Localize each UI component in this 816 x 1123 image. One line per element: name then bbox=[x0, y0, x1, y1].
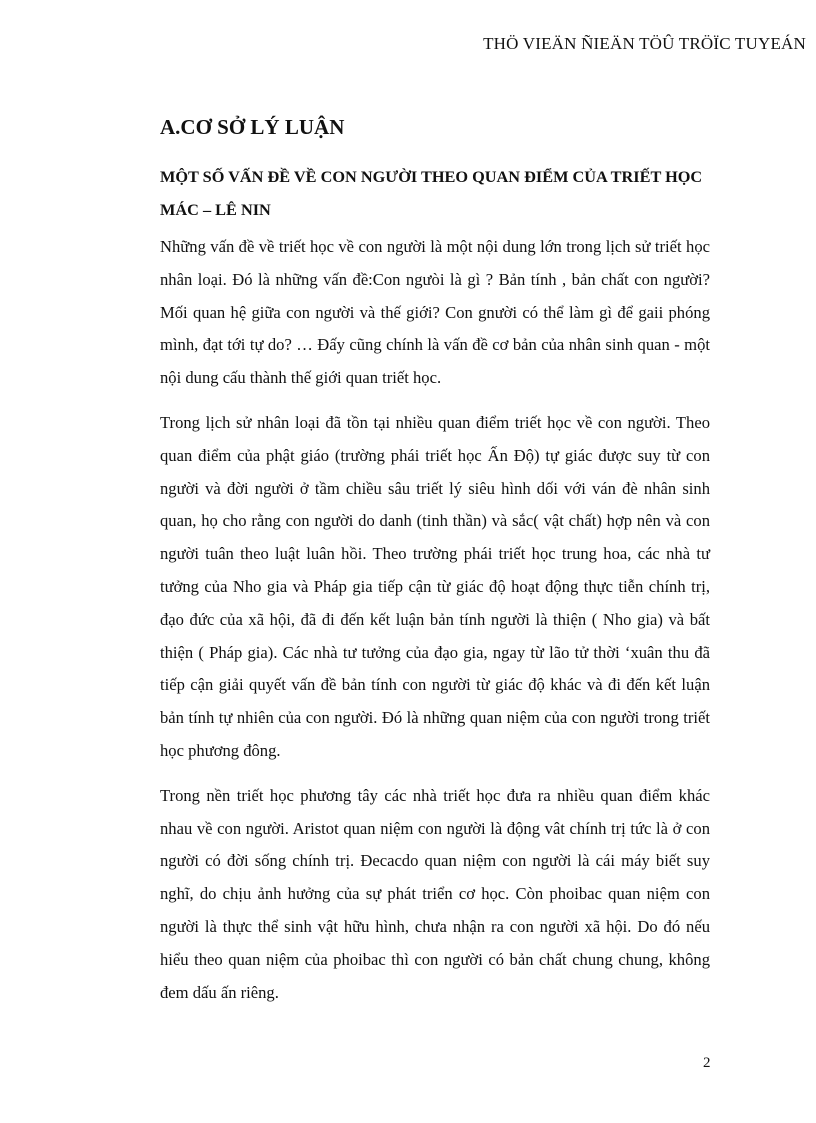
section-title: A.CƠ SỞ LÝ LUẬN bbox=[160, 115, 345, 139]
paragraph-2: Trong lịch sử nhân loại đã tồn tại nhiều quan điểm triết học về con người. Theo quan điểm của phật giáo (trường phái triết học Ấn Độ) tự giác được suy từ con người và đời người ở tầm chiều sâu triết lý siêu hình dối với ván đè nhân sinh quan, họ cho rằng con người do danh (tinh thần) và sắc( vật chất) hợp nên và con người tuân theo luật luân hồi. Theo trường phái triết học trung hoa, các nhà tư tưởng của Nho gia và Pháp gia tiếp cận từ giác độ hoạt động thực tiễn chính trị, đạo đức của xã hội, đã đi đến kết luận bản tính người là thiện ( Nho gia) và bất thiện ( Pháp gia). Các nhà tư tưởng của đạo gia, ngay từ lão tử thời ‘xuân thu đã tiếp cận giải quyết vấn đề bản tính con người từ giác độ khác và đi đến kết luận bản tính tự nhiên của con người. Đó là những quan niệm của con người trong triết học phương đông. bbox=[160, 412, 710, 760]
document-body bbox=[160, 112, 710, 1021]
paragraph-3: Trong nền triết học phương tây các nhà triết học đưa ra nhiều quan điểm khác nhau về con người. Aristot quan niệm con người là động vât chính trị tức là ở con người có đời sống chính trị. Đecacdo quan niệm con người là cái máy biết suy nghĩ, do chịu ảnh hưởng của sự phát triển cơ học. Còn phoibac quan niệm con người là thực thể sinh vật hữu hình, chưa nhận ra con người xã hội. Do đó nếu hiểu theo quan niệm của phoibac thì con người có bản chất chung chung, không đem dấu ấn riêng. bbox=[160, 785, 710, 1002]
paragraph-1: Những vấn đề về triết học về con người là một nội dung lớn trong lịch sử triết học nhân loại. Đó là những vấn đề:Con ngưòi là gì ? Bản tính , bản chất con người? Mối quan hệ giữa con người và thế giới? Con gnười có thể làm gì để gaii phóng mình, đạt tới tự do? … Đấy cũng chính là vấn đề cơ bản của nhân sinh quan - một nội dung cấu thành thế giới quan triết học. bbox=[160, 237, 710, 388]
running-header: THÖ VIEÄN ÑIEÄN TÖÛ TRÖÏC TUYEÁN bbox=[483, 34, 806, 53]
page-number: 2 bbox=[703, 1055, 711, 1071]
subtitle: MỘT SỐ VẤN ĐỀ VỀ CON NGƯỜI THEO QUAN ĐIỂM CỦA TRIẾT HỌC MÁC – LÊ NIN bbox=[160, 167, 703, 219]
